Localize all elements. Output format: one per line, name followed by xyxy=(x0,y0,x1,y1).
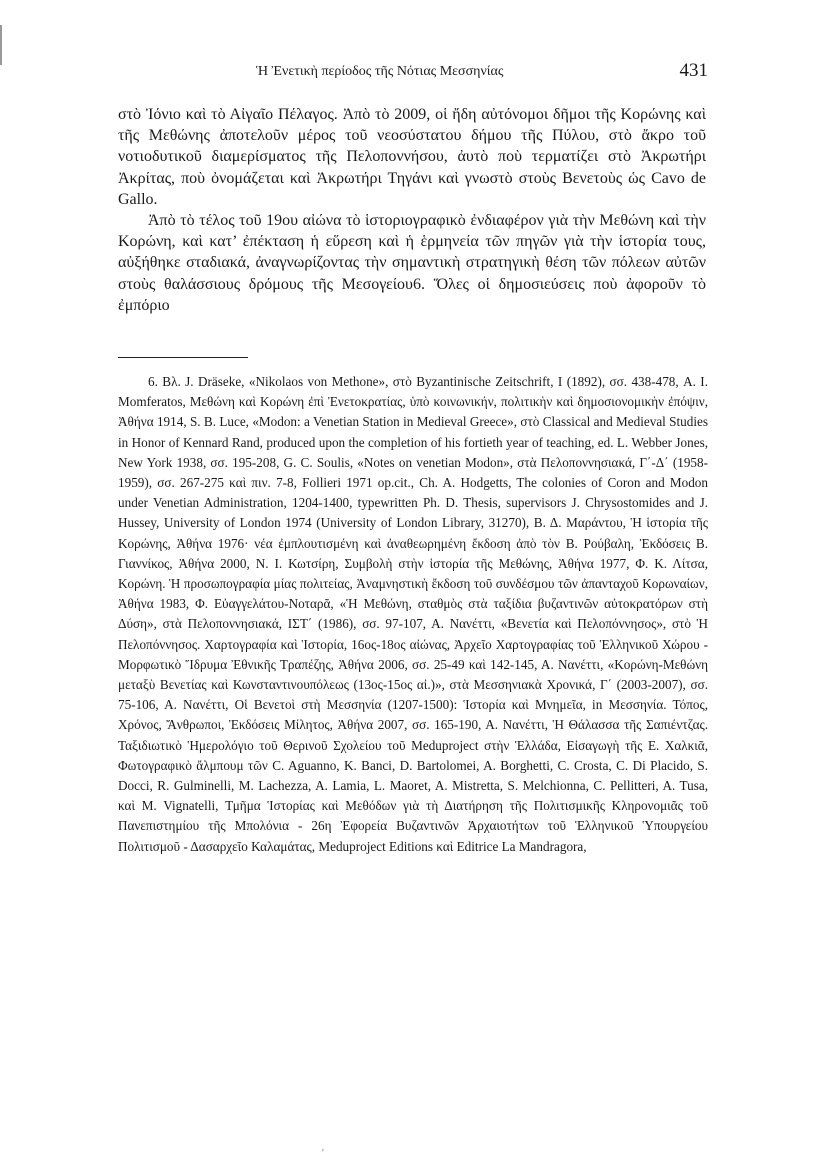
page-number: 431 xyxy=(679,60,708,81)
page-header xyxy=(118,62,708,92)
footnote-separator xyxy=(118,357,248,358)
scan-edge-mark xyxy=(0,25,2,65)
running-title: Ἡ Ἐνετικὴ περίοδος τῆς Νότιας Μεσσηνίας xyxy=(256,64,504,79)
footnote-text: 6. Βλ. J. Dräseke, «Nikolaos von Methone», στὸ Byzantinische Zeitschrift, I (1892), σσ. 438-478, A. I. Momferatos, Μεθώνη καὶ Κορώνη ἐπὶ Ἐνετοκρατίας, ὑπὸ κοινωνικήν, πολιτικὴν καὶ δημοσιονομικὴν ἐπόψιν, Ἀθήνα 1914, S. B. Luce, «Modon: a Venetian Station in Medieval Greece», στὸ Classical and Medieval Studies in Honor of Kennard Rand, produced upon the completion of his fortieth year of teaching, ed. L. Webber Jones, New York 1938, σσ. 195-208, G. C. Soulis, «Notes on venetian Modon», στὰ Πελοποννησιακά, Γ΄-Δ΄ (1958-1959), σσ. 267-275 καὶ πιν. 7-8, Follieri 1971 op.cit., Ch. A. Hodgetts, The colonies of Coron and Modon under Venetian Administration, 1204-1400, typewritten Ph. D. Thesis, supervisors J. Chrysostomides and J. Hussey, University of London 1974 (University of London Library, 31270), Β. Δ. Μαράντου, Ἡ ἱστορία τῆς Κορώνης, Ἀθήνα 1976· νέα ἐμπλουτισμένη καὶ ἀναθεωρημένη ἔκδοση ἀπὸ τὸν Β. Ρούβαλη, Ἐκδόσεις Β. Γιαννίκος, Ἀθήνα 2000, Ν. Ι. Κωτσίρη, Συμβολὴ στὴν ἱστορία τῆς Μεθώνης, Ἀθήνα 1977, Φ. Κ. Λίτσα, Κορώνη. Ἡ προσωπογραφία μίας πολιτείας, Ἀναμνηστικὴ ἔκδοση τοῦ συνδέσμου τῶν ἀπανταχοῦ Κορωναίων, Ἀθήνα 1983, Φ. Εὐαγγελάτου-Νοταρᾶ, «Ἡ Μεθώνη, σταθμὸς στὰ ταξίδια βυζαντινῶν αὐτοκρατόρων στὴ Δύση», στὰ Πελοποννησιακά, ΙΣΤ΄ (1986), σσ. 97-107, Α. Νανέττι, «Βενετία καὶ Πελοπόννησος», στὸ Ἡ Πελοπόννησος. Χαρτογραφία καὶ Ἱστορία, 16ος-18ος αἰώνας, Ἀρχεῖο Χαρτογραφίας τοῦ Ἑλληνικοῦ Χώρου - Μορφωτικὸ Ἵδρυμα Ἐθνικῆς Τραπέζης, Ἀθήνα 2006, σσ. 25-49 καὶ 142-145, Α. Νανέττι, «Κορώνη-Μεθώνη μεταξὺ Βενετίας καὶ Κωνσταντινουπόλεως (13ος-15ος αἰ.)», στὰ Μεσσηνιακὰ Χρονικά, Γ΄ (2003-2007), σσ. 75-106, Α. Νανέττι, Οἱ Βενετοὶ στὴ Μεσσηνία (1207-1500): Ἱστορία καὶ Μνημεῖα, in Μεσσηνία. Τόπος, Χρόνος, Ἄνθρωποι, Ἐκδόσεις Μίλητος, Ἀθήνα 2007, σσ. 165-190, Α. Νανέττι, Ἡ Θάλασσα τῆς Σαπιέντζας. Ταξιδιωτικὸ Ἡμερολόγιο τοῦ Θερινοῦ Σχολείου τοῦ Meduproject στὴν Ἑλλάδα, Εἰσαγωγὴ τῆς Ε. Χαλκιᾶ, Φωτογραφικὸ ἄλμπουμ τῶν C. Aguanno, K. Banci, D. Bartolomei, A. Borghetti, C. Crosta, C. Di Placido, S. Docci, R. Gulminelli, M. Lachezza, A. Lamia, L. Maoret, A. Mistretta, S. Melchionna, C. Pellitteri, A. Tusa, καὶ M. Vignatelli, Τμῆμα Ἱστορίας καὶ Μεθόδων γιὰ τὴ Διατήρηση τῆς Πολιτισμικῆς Κληρονομιᾶς τοῦ Πανεπιστημίου τῆς Μπολόνια - 26η Ἐφορεία Βυζαντινῶν Ἀρχαιοτήτων τοῦ Ἑλληνικοῦ Ὑπουργείου Πολιτισμοῦ - Δασαρχεῖο Καλαμάτας, Meduproject Editions καὶ Editrice La Mandragora, xyxy=(118,374,708,854)
paragraph-1: στὸ Ἰόνιο καὶ τὸ Αἰγαῖο Πέλαγος. Ἀπὸ τὸ 2009, οἱ ἤδη αὐτόνομοι δῆμοι τῆς Κορώνης καὶ τῆς Μεθώνης ἀποτελοῦν μέρος τοῦ νεοσύστατου δήμου τῆς Πύλου, στὸ ἄκρο τοῦ νοτιοδυτικοῦ διαμερίσματος τῆς Πελοποννήσου, ἀυτὸ ποὺ τερματίζει στὸ Ἀκρωτήρι Ἀκρίτας, ποὺ ὀνομάζεται καὶ Ἀκρωτήρι Τηγάνι καὶ γνωστὸ στοὺς Βενετοὺς ὡς Cavo de Gallo. xyxy=(118,106,706,208)
main-text xyxy=(118,104,706,316)
footnote-6 xyxy=(118,372,708,857)
paragraph-2: Ἀπὸ τὸ τέλος τοῦ 19ου αἰώνα τὸ ἱστοριογραφικὸ ἐνδιαφέρον γιὰ τὴν Μεθώνη καὶ τὴν Κορώνη, καὶ κατ’ ἐπέκταση ἡ εὕρεση καὶ ἡ ἑρμηνεία τῶν πηγῶν γιὰ τὴν ἱστορία τους, αὐξήθηκε σταδιακά, ἀναγνωρίζοντας τὴν σημαντικὴ στρατηγικὴ θέση τῶν πόλεων αὐτῶν στοὺς θαλάσσιους δρόμους τῆς Μεσογείου6. Ὅλες οἱ δημοσιεύσεις ποὺ ἀφοροῦν τὸ ἐμπόριο xyxy=(118,212,706,314)
bottom-tick-mark: ' xyxy=(322,1148,324,1159)
